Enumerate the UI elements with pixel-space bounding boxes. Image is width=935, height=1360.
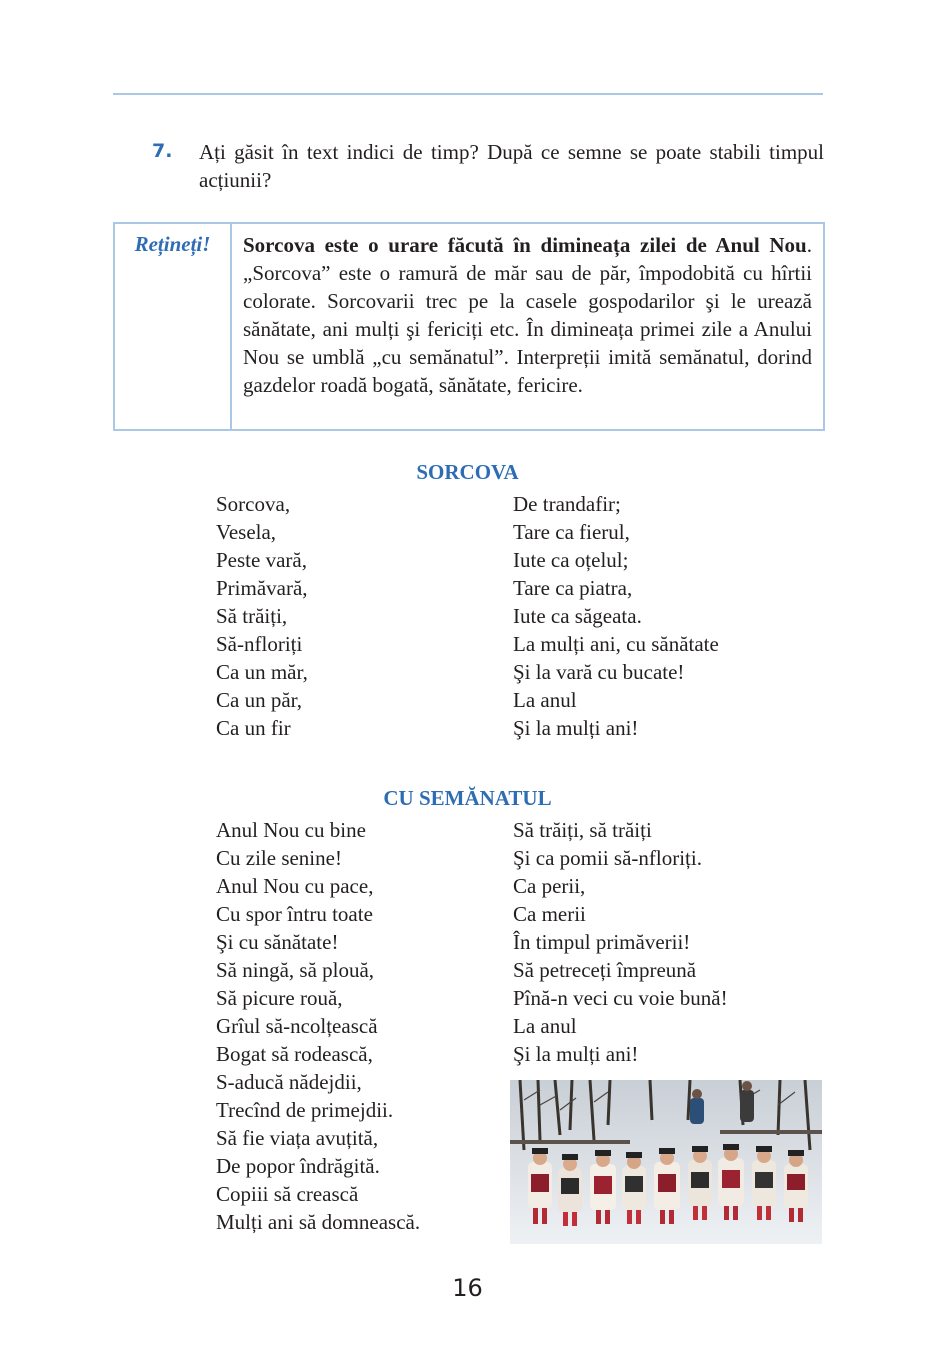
question-number: 7. [152,140,173,162]
poem-sorcova-right-column [513,490,719,742]
question-text: Ați găsit în text indici de timp? După ce semne se poate stabili timpul acțiunii? [199,140,824,192]
carolers-photo [510,1080,822,1244]
poem-line: Bogat să rodească, [216,1042,373,1066]
poem-line: Copiii să crească [216,1182,359,1206]
poem-line: Ca merii [513,902,586,926]
remember-box [113,222,825,431]
poem-line: Să ningă, să plouă, [216,958,375,982]
poem-line: În timpul primăverii! [513,930,691,954]
poem-line: Iute ca oțelul; [513,548,629,572]
poem-line: Şi ca pomii să-nfloriți. [513,846,702,870]
poem-line: De trandafir; [513,492,621,516]
header-rule [113,93,823,95]
poem-title-sorcova: SORCOVA [416,460,519,484]
remember-body-text: . „Sorcova” este o ramură de măr sau de păr, împodobită cu hîrtii colorate. Sorcovarii trec pe la casele gospodarilor şi le urează sănătate, ani mulți şi fericiți etc. În dimineața primei zile a Anului Nou se umblă „cu semănatul”. Interpreții imită semănatul, dorind gazdelor roadă bogată, sănătate, fericire. [243,233,812,397]
question-7 [152,138,824,194]
poem-line: Grîul să-ncolțească [216,1014,378,1038]
poem-line: Să-nfloriți [216,632,303,656]
poem-line: Mulți ani să domnească. [216,1210,421,1234]
poem-line: Şi la mulți ani! [513,1042,639,1066]
poem-line: Ca un fir [216,716,291,740]
poem-line: Peste vară, [216,548,307,572]
poem-line: S-aducă nădejdii, [216,1070,362,1094]
poem-line: Ca un măr, [216,660,308,684]
poem-line: Să trăiți, să trăiți [513,818,652,842]
poem-semanatul-left-column [216,816,420,1236]
poem-line: Şi la mulți ani! [513,716,639,740]
poem-line: Primăvară, [216,576,308,600]
poem-line: Trecînd de primejdii. [216,1098,394,1122]
poem-line: La anul [513,1014,577,1038]
poem-line: Anul Nou cu pace, [216,874,374,898]
poem-line: Cu zile senine! [216,846,342,870]
poem-line: Ca un păr, [216,688,303,712]
poem-semanatul-right-column [513,816,728,1068]
remember-label: Rețineți! [115,224,232,429]
poem-line: Să petreceți împreună [513,958,697,982]
poem-line: Ca perii, [513,874,586,898]
poem-line: Sorcova, [216,492,291,516]
page-number: 16 [452,1274,483,1302]
poem-line: Tare ca piatra, [513,576,633,600]
remember-text [232,224,823,429]
remember-bold-text: Sorcova este o urare făcută în dimineața zilei de Anul Nou [243,233,807,257]
poem-line: Şi cu sănătate! [216,930,339,954]
poem-sorcova-left-column [216,490,308,742]
poem-line: Cu spor întru toate [216,902,373,926]
poem-line: Tare ca fierul, [513,520,630,544]
poem-line: Anul Nou cu bine [216,818,366,842]
poem-line: Să fie viața avuțită, [216,1126,379,1150]
poem-line: La mulți ani, cu sănătate [513,632,719,656]
poem-line: Şi la vară cu bucate! [513,660,685,684]
poem-line: Vesela, [216,520,277,544]
poem-line: Să trăiți, [216,604,288,628]
poem-title-cu-semanatul: CU SEMĂNATUL [383,786,552,810]
poem-line: La anul [513,688,577,712]
poem-line: Pînă-n veci cu voie bună! [513,986,728,1010]
poem-line: De popor îndrăgită. [216,1154,380,1178]
poem-line: Să picure rouă, [216,986,343,1010]
poem-line: Iute ca săgeata. [513,604,642,628]
